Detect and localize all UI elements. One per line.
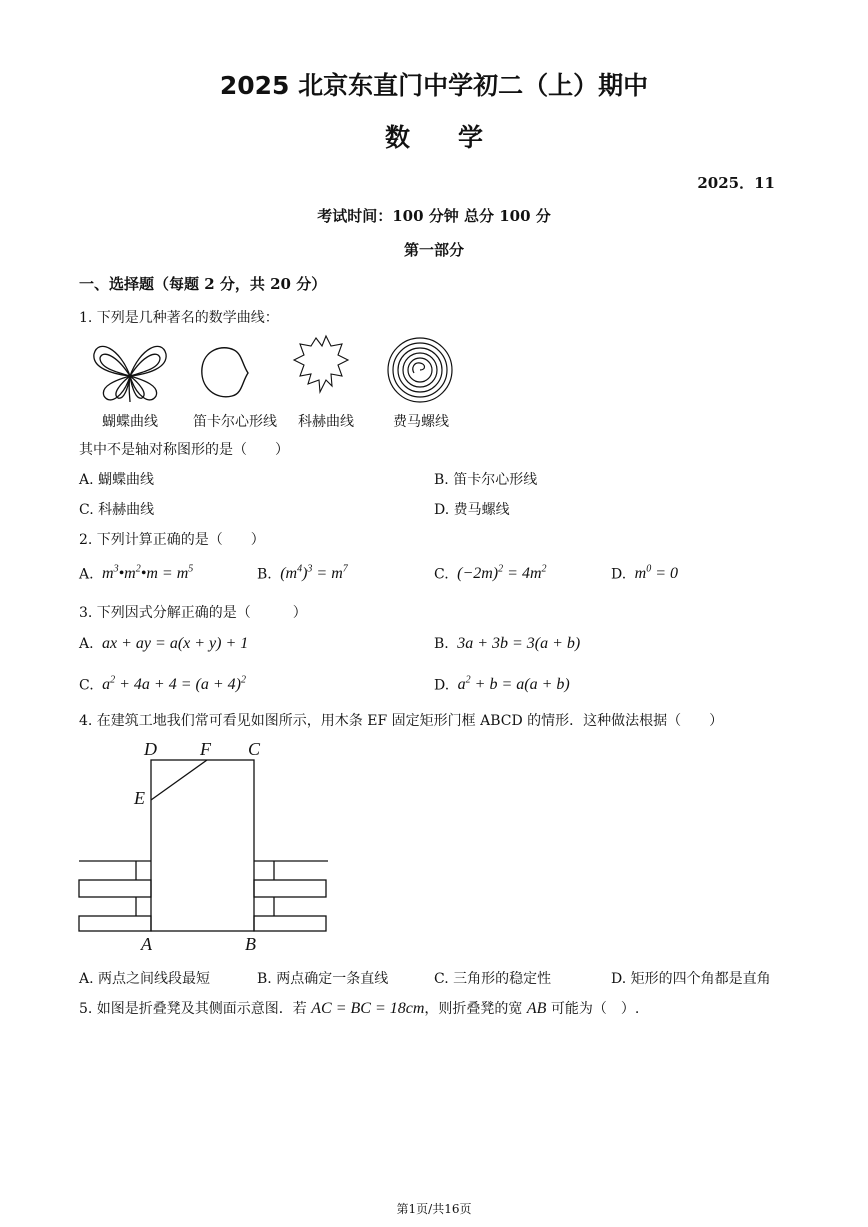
q3-option-a-letter: A. (79, 636, 94, 652)
q1-option-c[interactable]: C. 科赫曲线 (79, 502, 155, 518)
q3-option-b-formula: 3a + 3b = 3(a + b) (453, 635, 581, 652)
q2-option-b[interactable] (257, 564, 348, 583)
q1-option-b[interactable]: B. 笛卡尔心形线 (434, 472, 538, 488)
q2-option-b-letter: B. (257, 566, 272, 583)
q5-stem (79, 998, 639, 1018)
label-c: C (248, 739, 261, 759)
caption-cardioid: 笛卡尔心形线 (193, 414, 277, 430)
page-number: 第1页/共16页 (396, 1202, 472, 1216)
q4-stem: 4. 在建筑工地我们常可看见如图所示，用木条 EF 固定矩形门框 ABCD 的情形．这种做法根据（ ） (79, 713, 724, 729)
q2-option-a-formula: $m^3•m^2•m = m^5$ (98, 564, 194, 583)
q2-option-a[interactable] (79, 564, 193, 583)
door-frame-figure (76, 735, 336, 960)
q5-stem-before: 5. 如图是折叠凳及其侧面示意图．若 (79, 1001, 307, 1017)
q4-option-b[interactable]: B. 两点确定一条直线 (257, 971, 389, 987)
caption-fermat: 费马螺线 (393, 414, 449, 430)
koch-curve-figure (292, 334, 360, 404)
fermat-spiral-figure (386, 336, 454, 404)
section-heading: 一、选择题（每题 2 分，共 20 分） (79, 275, 327, 293)
subject-title: 数学 (384, 123, 531, 152)
q4-option-c[interactable]: C. 三角形的稳定性 (434, 971, 552, 987)
q2-option-b-formula: $(m^4)^3 = m^7$ (276, 564, 348, 583)
q3-option-c[interactable] (79, 675, 246, 694)
label-b: B (245, 934, 256, 954)
label-a: A (141, 934, 152, 954)
caption-butterfly: 蝴蝶曲线 (102, 414, 158, 430)
q3-option-d-formula: $a^2 + b = a(a + b)$ (453, 675, 570, 694)
q2-option-d-letter: D. (611, 566, 627, 583)
q3-option-b-letter: B. (434, 636, 449, 652)
label-e: E (134, 788, 145, 808)
q3-option-a-formula: ax + ay = a(x + y) + 1 (98, 635, 249, 652)
q2-stem: 2. 下列计算正确的是（ ） (79, 532, 265, 548)
q1-option-d[interactable]: D. 费马螺线 (434, 502, 510, 518)
q1-question: 其中不是轴对称图形的是（ ） (79, 442, 289, 458)
q4-option-a[interactable]: A. 两点之间线段最短 (79, 971, 211, 987)
q2-option-c-letter: C. (434, 566, 449, 583)
q1-option-a[interactable]: A. 蝴蝶曲线 (79, 472, 155, 488)
q5-stem-middle: ，则折叠凳的宽 (424, 1001, 523, 1017)
q3-option-d-letter: D. (434, 677, 450, 694)
q2-option-c[interactable] (434, 564, 547, 583)
label-d: D (144, 739, 157, 759)
q2-option-d[interactable] (611, 564, 678, 583)
part-heading: 第一部分 (403, 241, 464, 259)
q5-stem-after: 可能为（ ）. (550, 1001, 640, 1017)
caption-koch: 科赫曲线 (298, 414, 354, 430)
q3-stem: 3. 下列因式分解正确的是（ ） (79, 605, 307, 621)
q5-stem-ab: AB (526, 1000, 547, 1017)
q4-option-d[interactable]: D. 矩形的四个角都是直角 (611, 971, 771, 987)
label-f: F (200, 739, 211, 759)
exam-date: 2025．11 (697, 174, 775, 192)
q3-option-c-formula: $a^2 + 4a + 4 = (a + 4)^2$ (98, 675, 246, 694)
butterfly-curve-figure (90, 340, 170, 408)
q3-option-a[interactable] (79, 635, 248, 653)
q5-stem-math: AC = BC = 18cm (311, 1000, 425, 1017)
q1-stem: 1. 下列是几种著名的数学曲线： (79, 310, 279, 326)
q2-option-c-formula: $(-2m)^2 = 4m^2$ (453, 564, 547, 583)
q2-option-a-letter: A. (79, 566, 94, 583)
q3-option-c-letter: C. (79, 677, 94, 694)
exam-info: 考试时间：100 分钟 总分 100 分 (317, 207, 551, 225)
q2-option-d-formula: $m^0 = 0$ (630, 564, 678, 583)
cardioid-figure (196, 344, 260, 402)
page-title: 2025 北京东直门中学初二（上）期中 (219, 71, 649, 100)
q3-option-d[interactable] (434, 675, 570, 694)
q3-option-b[interactable] (434, 635, 580, 653)
